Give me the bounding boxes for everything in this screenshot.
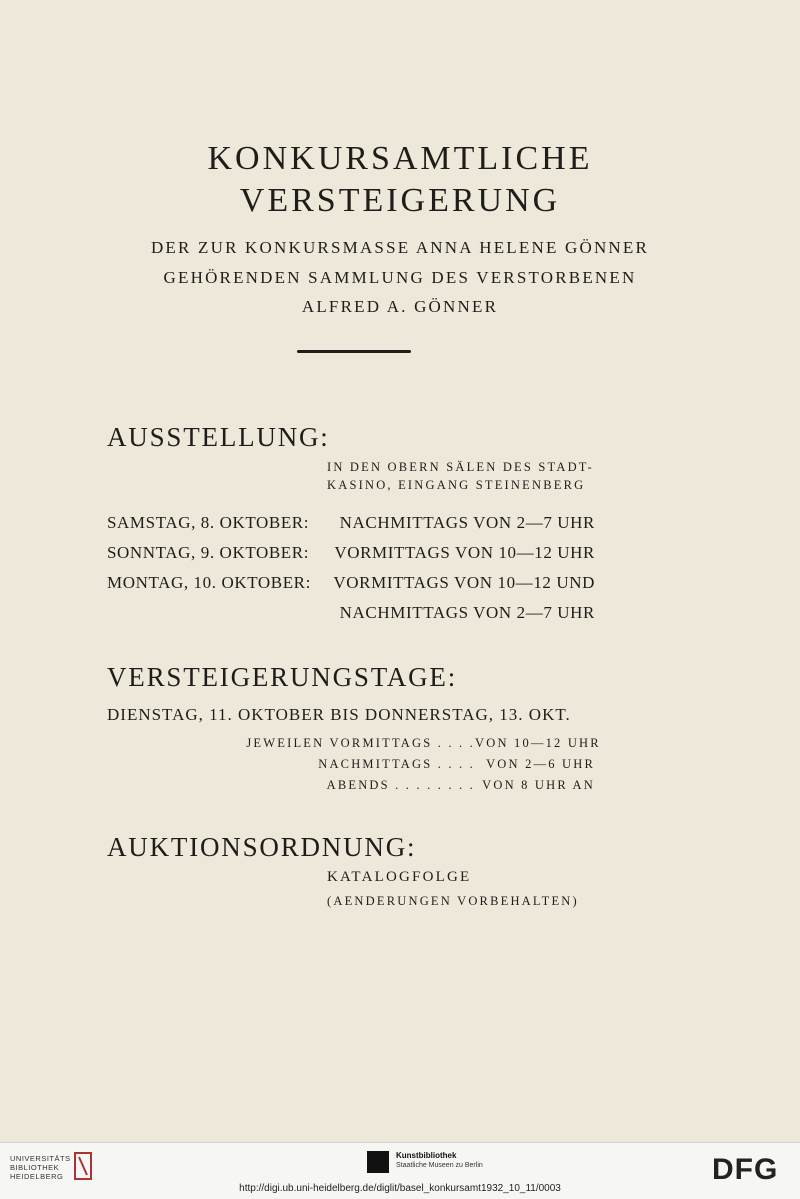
viewer-footer bbox=[0, 1142, 800, 1199]
auction-time-value: VON 10—12 UHR bbox=[475, 736, 601, 750]
versteigerung-heading: VERSTEIGERUNGSTAGE: bbox=[107, 662, 458, 692]
schedule-day: SAMSTAG, 8. OKTOBER: bbox=[107, 513, 310, 532]
source-url[interactable]: http://digi.ub.uni-heidelberg.de/diglit/basel_konkursamt1932_10_11/0003 bbox=[239, 1183, 561, 1194]
schedule-day: MONTAG, 10. OKTOBER: bbox=[107, 573, 311, 592]
auktionsordnung-heading: AUKTIONSORDNUNG: bbox=[107, 832, 417, 862]
subtitle-line-3: ALFRED A. GÖNNER bbox=[301, 297, 499, 316]
auction-time-label: NACHMITTAGS . . . . bbox=[318, 757, 475, 771]
auction-time-value: VON 8 UHR AN bbox=[482, 778, 595, 792]
university-logo-icon bbox=[73, 1151, 93, 1181]
schedule-time: VORMITTAGS VON 10—12 UHR bbox=[334, 543, 595, 562]
kunstbibliothek-logo-icon bbox=[367, 1151, 389, 1173]
kunstbibliothek-title: Kunstbibliothek bbox=[396, 1151, 457, 1160]
ornamental-divider bbox=[297, 350, 411, 353]
schedule-time: NACHMITTAGS VON 2—7 UHR bbox=[339, 513, 595, 532]
venue-line-2: KASINO, EINGANG STEINENBERG bbox=[327, 478, 586, 492]
schedule-time: VORMITTAGS VON 10—12 UND bbox=[333, 573, 595, 592]
university-library-label: UNIVERSITÄTS BIBLIOTHEK HEIDELBERG bbox=[10, 1154, 71, 1181]
changes-reserved: (AENDERUNGEN VORBEHALTEN) bbox=[327, 894, 579, 908]
subtitle-line-2: GEHÖRENDEN SAMMLUNG DES VERSTORBENEN bbox=[163, 268, 637, 287]
ausstellung-heading: AUSSTELLUNG: bbox=[107, 422, 330, 452]
dfg-logo: DFG bbox=[712, 1153, 779, 1186]
venue-line-1: IN DEN OBERN SÄLEN DES STADT- bbox=[327, 460, 594, 474]
auction-time-label: ABENDS . . . . . . . . bbox=[326, 778, 475, 792]
schedule-time: NACHMITTAGS VON 2—7 UHR bbox=[339, 603, 595, 622]
auction-dates: DIENSTAG, 11. OKTOBER BIS DONNERSTAG, 13. OKT. bbox=[107, 705, 571, 724]
kunstbibliothek-subtitle: Staatliche Museen zu Berlin bbox=[396, 1162, 483, 1169]
schedule-day: SONNTAG, 9. OKTOBER: bbox=[107, 543, 310, 562]
auction-time-label: JEWEILEN VORMITTAGS . . . . bbox=[246, 736, 475, 750]
title-line-1: KONKURSAMTLICHE bbox=[207, 140, 593, 177]
subtitle-line-1: DER ZUR KONKURSMASSE ANNA HELENE GÖNNER bbox=[150, 238, 650, 257]
katalogfolge: KATALOGFOLGE bbox=[327, 869, 472, 885]
title-line-2: VERSTEIGERUNG bbox=[239, 182, 561, 219]
auction-time-value: VON 2—6 UHR bbox=[486, 757, 595, 771]
